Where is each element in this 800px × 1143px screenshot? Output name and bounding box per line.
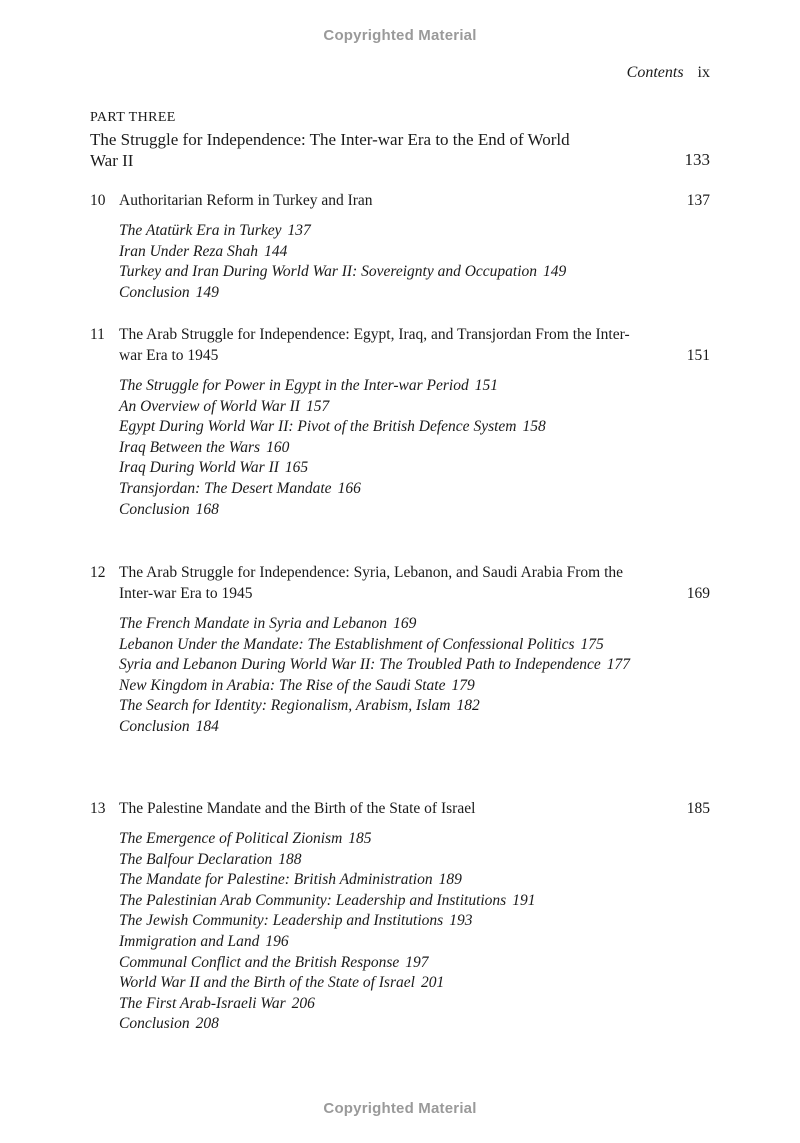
section-title: Conclusion [119,283,190,301]
section-entry[interactable] [119,242,710,263]
chapter-number: 12 [90,564,106,581]
section-page-number: 201 [420,974,445,992]
section-title: Conclusion [119,1015,190,1033]
section-entry[interactable] [119,850,710,871]
section-page-number: 188 [278,850,302,868]
section-title: Immigration and Land [119,932,260,950]
copyright-watermark-bottom: Copyrighted Material [323,1100,477,1117]
section-entry[interactable] [119,911,710,932]
section-title: Iraq Between the Wars [119,438,261,456]
copyright-watermark-top: Copyrighted Material [323,27,477,44]
section-title: The Search for Identity: Regionalism, Arabism, Islam [119,697,451,715]
section-entry[interactable] [119,829,710,850]
section-page-number: 144 [264,242,288,260]
chapter-title: The Palestine Mandate and the Birth of the State of Israel [119,800,476,817]
chapter-page-number: 169 [686,585,710,602]
section-entry[interactable] [119,397,710,418]
section-page-number: 157 [305,397,330,415]
section-page-number: 137 [287,222,311,239]
section-title: World War II and the Birth of the State of Israel [119,974,415,992]
chapter-heading[interactable] [90,190,710,211]
section-entry[interactable] [119,676,710,697]
chapter-entry [90,562,710,738]
section-page-number: 184 [195,717,219,735]
chapter-page-number: 137 [686,192,710,209]
section-page-number: 197 [405,953,429,971]
section-title: The French Mandate in Syria and Lebanon [119,615,388,632]
section-entry[interactable] [119,994,710,1015]
section-entry[interactable] [119,438,710,459]
part-heading [90,110,710,171]
section-entry[interactable] [119,500,710,521]
section-entry[interactable] [119,891,710,912]
section-page-number: 179 [451,676,475,694]
section-page-number: 149 [195,283,219,301]
section-entry[interactable] [119,696,710,717]
section-entry[interactable] [119,932,710,953]
chapter-entry [90,190,710,303]
chapter-title: The Arab Struggle for Independence: Egypt, Iraq, and Transjordan From the Inter-war Era to 1945 [119,326,630,364]
running-head [627,64,710,82]
running-head-page-number: ix [697,64,710,81]
section-page-number: 206 [291,994,315,1012]
section-page-number: 208 [195,1015,219,1033]
section-page-number: 160 [266,438,290,456]
section-entry[interactable] [119,1014,710,1035]
section-page-number: 193 [449,912,473,930]
section-page-number: 165 [284,459,309,477]
section-page-number: 182 [456,697,480,715]
chapter-title: Authoritarian Reform in Turkey and Iran [119,192,373,209]
section-page-number: 158 [522,418,546,436]
section-title: The First Arab-Israeli War [119,994,286,1012]
chapter-page-number: 185 [686,800,710,817]
section-entry[interactable] [119,458,710,479]
chapter-number: 10 [90,192,106,209]
section-entry[interactable] [119,479,710,500]
section-page-number: 149 [543,263,567,281]
section-title: Transjordan: The Desert Mandate [119,479,332,497]
section-page-number: 177 [606,656,631,674]
section-entry[interactable] [119,953,710,974]
section-title: An Overview of World War II [119,397,300,415]
chapter-number: 11 [90,326,105,343]
section-title: Iraq During World War II [119,459,279,477]
section-title: Communal Conflict and the British Response [119,953,400,971]
section-list [119,376,710,520]
section-entry[interactable] [119,973,710,994]
section-entry[interactable] [119,376,710,397]
section-title: The Mandate for Palestine: British Administration [119,871,433,889]
chapter-heading[interactable] [90,798,710,819]
chapter-entry [90,798,710,1035]
section-title: Egypt During World War II: Pivot of the British Defence System [119,418,517,436]
section-title: The Jewish Community: Leadership and Institutions [119,912,444,930]
running-head-title: Contents [626,64,684,81]
section-list [119,829,710,1035]
section-page-number: 185 [348,830,372,847]
section-title: Syria and Lebanon During World War II: The Troubled Path to Independence [119,656,601,674]
section-title: Lebanon Under the Mandate: The Establishment of Confessional Politics [119,635,575,653]
chapter-page-number: 151 [686,347,710,364]
section-title: New Kingdom in Arabia: The Rise of the Saudi State [119,676,446,694]
section-title: The Struggle for Power in Egypt in the Inter-war Period [119,377,469,394]
section-page-number: 196 [265,932,289,950]
section-entry[interactable] [119,870,710,891]
section-entry[interactable] [119,614,710,635]
chapter-heading[interactable] [90,562,710,604]
section-entry[interactable] [119,655,710,676]
part-label: PART THREE [90,110,176,125]
section-title: Conclusion [119,500,190,518]
part-page-number: 133 [684,150,710,169]
section-list [119,221,710,303]
section-page-number: 189 [438,871,462,889]
section-page-number: 166 [337,479,361,497]
section-list [119,614,710,738]
chapter-entry [90,324,710,520]
section-title: Iran Under Reza Shah [119,242,259,260]
section-title: Conclusion [119,717,190,735]
section-title: The Atatürk Era in Turkey [119,222,282,239]
chapter-title: The Arab Struggle for Independence: Syria, Lebanon, and Saudi Arabia From the Inter-war Era to 1945 [119,564,624,602]
chapter-number: 13 [90,800,106,817]
section-entry[interactable] [119,417,710,438]
chapter-heading[interactable] [90,324,710,366]
section-title: Turkey and Iran During World War II: Sovereignty and Occupation [119,263,538,281]
section-page-number: 169 [393,615,417,632]
section-page-number: 175 [580,635,604,653]
section-title: The Palestinian Arab Community: Leadership and Institutions [119,891,507,909]
part-title: The Struggle for Independence: The Inter-war Era to the End of World War II [90,130,570,170]
section-page-number: 151 [474,377,498,394]
section-entry[interactable] [119,262,710,283]
section-entry[interactable] [119,717,710,738]
section-page-number: 168 [195,500,219,518]
section-entry[interactable] [119,635,710,656]
section-entry[interactable] [119,283,710,304]
section-title: The Emergence of Political Zionism [119,830,343,847]
section-entry[interactable] [119,221,710,242]
section-page-number: 191 [512,891,536,909]
section-title: The Balfour Declaration [119,850,273,868]
